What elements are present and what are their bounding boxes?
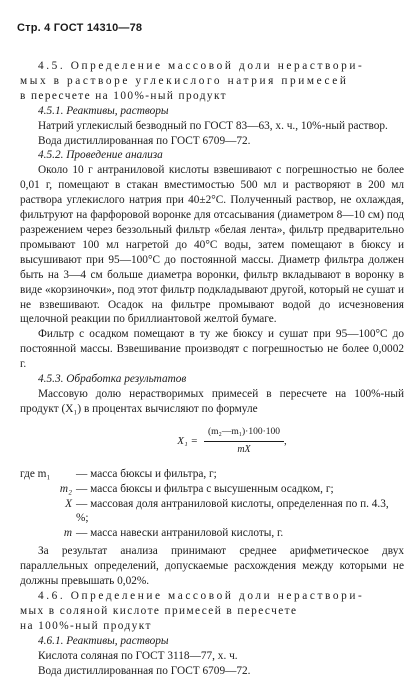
definition-symbol: m bbox=[63, 527, 72, 540]
section-4-5-title-line-2: мых в растворе углекислого натрия примесей bbox=[20, 74, 349, 87]
definition-row bbox=[20, 482, 404, 497]
drying-paragraph: Фильтр с осадком помещают в ту же бюксу и сушат при 95—100°С до постоянной массы. Взвешивание производят с погрешностью не более 0,0002 г. bbox=[20, 328, 404, 371]
section-4-5-title-line-1: 4.5. Определение массовой доли нераствори- bbox=[38, 60, 365, 72]
formula-denominator: mX bbox=[237, 444, 251, 456]
definition-row bbox=[20, 526, 404, 541]
page-header: Стр. 4 ГОСТ 14310—78 bbox=[17, 22, 143, 34]
reagent-distilled-water: Вода дистиллированная по ГОСТ 6709—72. bbox=[38, 134, 251, 147]
definition-text: — массовая доля антраниловой кислоты, определенная по п. 4.3, %; bbox=[76, 497, 389, 525]
definition-text: — масса бюксы и фильтра, г; bbox=[76, 467, 217, 480]
formula-lhs: X₁ = bbox=[177, 435, 198, 448]
analysis-procedure-paragraph: Около 10 г антраниловой кислоты взвешивают с погрешностью не более 0,01 г, помещают в стакан вместимостью 500 мл и растворяют в 200 мл раствора углекислого натрия при 40±2°С. Полученный раствор, не охлаждая, фильтруют на фарфоровой воронке для отсасывания (диаметром 8—10 см) под разрежением через беззольный фильтр «белая лента», фильтр предварительно промывают 100 мл нагретой до 40°С воды, затем помещают в бюксу и высушивают при 95—100°С до постоянной массы. Диаметр фильтра должен быть на 3—4 см больше диаметра воронки, фильтр вкладывают в воронку в виде «корзиночки», под этот фильтр подкладывают другой, который не сушат и не взвешивают. Осадок на фильтре промывают водой до исчезновения щелочной реакции по бриллиантовой желтой бумаге. bbox=[20, 164, 404, 326]
reagent-distilled-water-2: Вода дистиллированная по ГОСТ 6709—72. bbox=[38, 664, 251, 677]
formula bbox=[60, 425, 404, 459]
definition-row bbox=[20, 467, 404, 482]
section-4-5-1-heading: 4.5.1. Реактивы, растворы bbox=[38, 104, 169, 117]
calculation-intro-paragraph: Массовую долю нерастворимых примесей в пересчете на 100%-ный продукт (X₁) в процентах вычисляют по формуле bbox=[20, 387, 404, 415]
section-4-5-title-line-3: в пересчете на 100%-ный продукт bbox=[20, 89, 228, 102]
definition-symbol: X bbox=[65, 497, 72, 510]
definition-symbol: m₂ bbox=[59, 482, 72, 495]
definition-text: — масса бюксы и фильтра с высушенным осадком, г; bbox=[76, 482, 334, 495]
definition-row bbox=[20, 497, 404, 527]
formula-fraction bbox=[204, 425, 284, 458]
document-body bbox=[20, 59, 404, 678]
definition-symbol: где m₁ bbox=[20, 467, 51, 480]
result-paragraph: За результат анализа принимают среднее арифметическое двух параллельных определений, допускаемые расхождения между которыми не должны превышать 0,02%. bbox=[20, 545, 404, 588]
formula-tail: , bbox=[284, 435, 287, 448]
reagent-sodium-carbonate: Натрий углекислый безводный по ГОСТ 83—63, х. ч., 10%-ный раствор. bbox=[38, 119, 388, 132]
reagent-hydrochloric-acid: Кислота соляная по ГОСТ 3118—77, х. ч. bbox=[38, 649, 238, 662]
section-4-6-title-line-3: на 100%-ный продукт bbox=[20, 619, 152, 632]
section-4-6-title-line-1: 4.6. Определение массовой доли нераствори- bbox=[38, 590, 365, 602]
section-4-6-1-heading: 4.6.1. Реактивы, растворы bbox=[38, 634, 169, 647]
section-4-5-3-heading: 4.5.3. Обработка результатов bbox=[38, 373, 187, 386]
section-4-6-title-line-2: мых в соляной кислоте примесей в пересчете bbox=[20, 604, 298, 617]
variable-definitions bbox=[20, 467, 404, 542]
definition-text: — масса навески антраниловой кислоты, г. bbox=[76, 527, 284, 540]
formula-numerator: (m₂—m₁)·100·100 bbox=[204, 425, 284, 442]
section-4-5-2-heading: 4.5.2. Проведение анализа bbox=[38, 149, 163, 162]
